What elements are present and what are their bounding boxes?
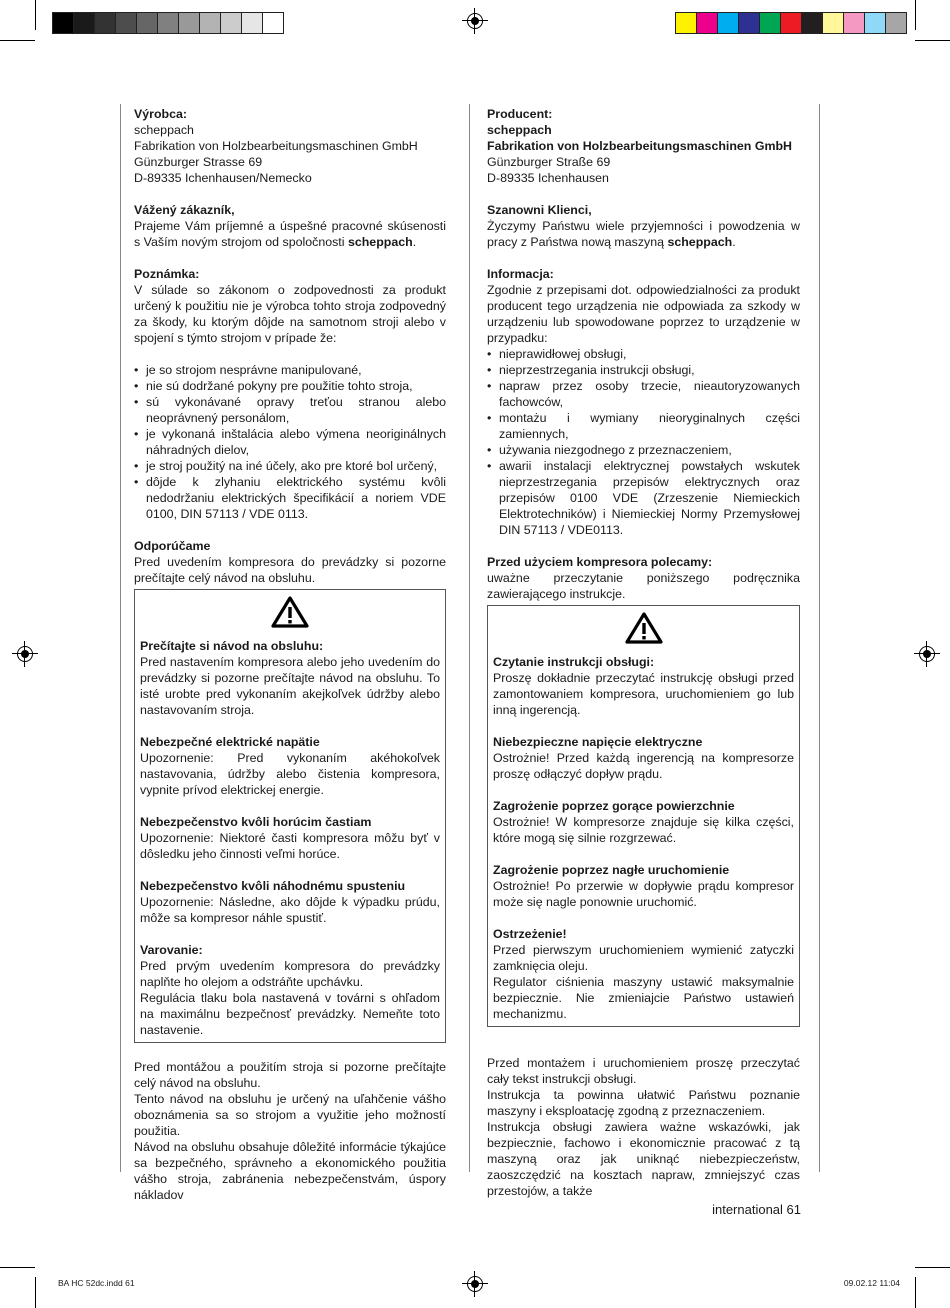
recommend-text: Pred uvedením kompresora do prevádzky si pozorne prečítajte celý návod na obsluhu. <box>134 555 446 585</box>
warning-text: Ostrożnie! W kompresorze znajduje się kilka części, które mogą się silnie rozgrzewać. <box>493 815 794 845</box>
producer-line: D-89335 Ichenhausen/Nemecko <box>134 171 312 185</box>
crop-mark <box>35 0 36 30</box>
customer-heading: Vážený zákazník, <box>134 203 235 217</box>
producer-line: Günzburger Straße 69 <box>487 155 611 169</box>
warning-triangle-icon <box>625 612 663 644</box>
crop-mark <box>915 1277 916 1308</box>
color-swatch <box>885 12 907 34</box>
info-text: Zgodnie z przepisami dot. odpowiedzialności za produkt producent tego urządzenia nie odpowiada za szkody w urządzeniu lub spowodowane poprzez to urządzenie w przypadku: <box>487 283 800 345</box>
list-item: • je stroj použitý na iné účely, ako pre ktoré bol určený, <box>134 458 446 474</box>
recommend-text: uważne przeczytanie poniższego podręcznika zawierającego instrukcje. <box>487 571 800 601</box>
color-swatch <box>220 12 242 34</box>
warning-title: Ostrzeżenie! <box>493 927 567 941</box>
warning-title: Zagrożenie poprzez nagłe uruchomienie <box>493 863 730 877</box>
list-item: • awarii instalacji elektrycznej powstałych wskutek nieprzestrzegania przepisów elektrycznych oraz przepisów 0100 VDE (Zrzeszenie Niemieckich Elektrotechników) i Niemieckiej Normy Przemysłowej DIN 57113 / VDE0113. <box>487 458 800 538</box>
registration-mark-icon <box>467 1276 483 1292</box>
crop-mark <box>0 1267 35 1268</box>
warning-text: Ostrożnie! Przed każdą ingerencją na kompresorze proszę odłączyć dopływ prądu. <box>493 751 794 781</box>
color-swatch <box>157 12 179 34</box>
warning-text: Regulator ciśnienia maszyny ustawić maksymalnie bezpiecznie. Nie zmieniajcie Państwo ustawień mechanizmu. <box>493 975 794 1021</box>
intro-paragraph: Návod na obsluhu obsahuje dôležité informácie týkajúce sa bezpečného, správneho a ekonomického použitia vášho stroja, zabránenia nebezpečenstvám, úspory nákladov <box>134 1140 446 1202</box>
list-item: • nieprzestrzegania instrukcji obsługi, <box>487 362 800 378</box>
producer-line: Fabrikation von Holzbearbeitungsmaschinen GmbH <box>487 139 792 153</box>
color-swatch <box>73 12 95 34</box>
color-swatch <box>696 12 718 34</box>
warning-title: Nebezpečenstvo kvôli horúcim častiam <box>140 815 372 829</box>
producer-line: Fabrikation von Holzbearbeitungsmaschinen GmbH <box>134 139 418 153</box>
grayscale-color-bar <box>52 12 283 34</box>
list-item: • sú vykonávané opravy treťou stranou alebo neoprávnený personálom, <box>134 394 446 426</box>
info-heading: Informacja: <box>487 267 554 281</box>
color-swatch <box>241 12 263 34</box>
color-swatch <box>843 12 865 34</box>
list-item: • napraw przez osoby trzecie, nieautoryzowanych fachowców, <box>487 378 800 410</box>
polish-column <box>487 106 800 1199</box>
customer-text: Życzymy Państwu wiele przyjemności i powodzenia w pracy z Państwa nową maszyną scheppach. <box>487 219 800 249</box>
brand-name: scheppach <box>667 235 733 249</box>
liability-list <box>487 346 800 538</box>
crop-mark <box>915 40 950 41</box>
warning-title: Zagrożenie poprzez gorące powierzchnie <box>493 799 735 813</box>
intro-paragraph: Instrukcja obsługi zawiera ważne wskazówki, jak bezpiecznie, fachowo i ekonomicznie pracować z tą maszyną oraz jak uniknąć niebezpieczeństw, zaoszczędzić na kosztach napraw, zmniejszyć czas przestojów, a także <box>487 1120 800 1198</box>
registration-mark-icon <box>17 646 33 662</box>
registration-mark-icon <box>919 646 935 662</box>
color-swatch <box>52 12 74 34</box>
color-swatch <box>94 12 116 34</box>
color-swatch <box>864 12 886 34</box>
color-swatch <box>717 12 739 34</box>
crop-mark <box>915 1267 950 1268</box>
list-item: • nie sú dodržané pokyny pre použitie tohto stroja, <box>134 378 446 394</box>
intro-paragraph: Tento návod na obsluhu je určený na uľahčenie vášho oboznámenia sa so strojom a využitie jeho možností použitia. <box>134 1092 446 1138</box>
warning-title: Varovanie: <box>140 943 203 957</box>
list-item: • montażu i wymiany nieoryginalnych części zamiennych, <box>487 410 800 442</box>
list-item: • dôjde k zlyhaniu elektrického systému kvôli nedodržaniu elektrických špecifikácií a noriem VDE 0100, DIN 57113 / VDE 0113. <box>134 474 446 522</box>
producer-line: D-89335 Ichenhausen <box>487 171 609 185</box>
file-slug: BA HC 52dc.indd 61 <box>58 1278 135 1288</box>
registration-mark-icon <box>467 13 483 29</box>
warning-title: Nebezpečenstvo kvôli náhodnému spusteniu <box>140 879 406 893</box>
recommend-heading: Przed użyciem kompresora polecamy: <box>487 555 713 569</box>
date-slug: 09.02.12 11:04 <box>843 1278 900 1288</box>
page-number: international 61 <box>712 1202 801 1217</box>
producer-heading: Výrobca: <box>134 107 188 121</box>
producer-heading: Producent: <box>487 107 553 121</box>
list-item: • nieprawidłowej obsługi, <box>487 346 800 362</box>
producer-line: scheppach <box>134 123 194 137</box>
warning-title: Nebezpečné elektrické napätie <box>140 735 320 749</box>
warning-text: Ostrożnie! Po przerwie w dopływie prądu kompresor może się nagle ponownie uruchomić. <box>493 879 794 909</box>
warning-title: Czytanie instrukcji obsługi: <box>493 655 655 669</box>
warning-text: Upozornenie: Pred vykonaním akéhokoľvek nastavovania, údržby alebo čistenia kompresora, vypnite prívod elektrickej energie. <box>140 751 440 797</box>
customer-text: Prajeme Vám príjemné a úspešné pracovné skúsenosti s Vaším novým strojom od spoločnosti scheppach. <box>134 219 446 249</box>
color-swatch <box>178 12 200 34</box>
warning-text: Upozornenie: Niektoré časti kompresora môžu byť v dôsledku jeho činnosti veľmi horúce. <box>140 831 440 861</box>
producer-line: scheppach <box>487 123 552 137</box>
color-swatch <box>759 12 781 34</box>
warning-text: Proszę dokładnie przeczytać instrukcję obsługi przed zamontowaniem kompresora, uruchomieniem go lub inną ingerencją. <box>493 671 794 717</box>
color-swatch <box>822 12 844 34</box>
list-item: • używania niezgodnego z przeznaczeniem, <box>487 442 800 458</box>
color-swatch <box>801 12 823 34</box>
color-swatch <box>262 12 284 34</box>
crop-mark <box>35 1277 36 1308</box>
safety-warning-box <box>134 589 446 1043</box>
slovak-column <box>134 106 446 1203</box>
color-swatch <box>738 12 760 34</box>
crop-mark <box>0 40 35 41</box>
list-item: • je so strojom nesprávne manipulované, <box>134 362 446 378</box>
note-text: V súlade so zákonom o zodpovednosti za produkt určený k použitiu nie je výrobca tohto stroja zodpovedný za škody, ku ktorým dôjde na samotnom stroji alebo v spojení s týmto strojom v prípade že: <box>134 283 446 345</box>
warning-text: Pred prvým uvedením kompresora do prevádzky naplňte ho olejom a odstráňte upchávku. <box>140 959 440 989</box>
list-item: • je vykonaná inštalácia alebo výmena neoriginálnych náhradných dielov, <box>134 426 446 458</box>
column-divider <box>469 104 470 1172</box>
warning-text: Upozornenie: Následne, ako dôjde k výpadku prúdu, môže sa kompresor náhle spustiť. <box>140 895 440 925</box>
warning-text: Regulácia tlaku bola nastavená v továrni s ohľadom na maximálnu bezpečnosť prevádzky. Nemeňte toto nastavenie. <box>140 991 440 1037</box>
recommend-heading: Odporúčame <box>134 539 211 553</box>
brand-name: scheppach <box>347 235 413 249</box>
color-swatch <box>675 12 697 34</box>
intro-paragraph: Instrukcja ta powinna ułatwić Państwu poznanie maszyny i eksploatację zgodną z przeznaczeniem. <box>487 1088 800 1118</box>
left-margin-rule <box>120 104 121 1172</box>
intro-paragraph: Pred montážou a použitím stroja si pozorne prečítajte celý návod na obsluhu. <box>134 1060 446 1090</box>
warning-title: Prečítajte si návod na obsluhu: <box>140 639 324 653</box>
warning-text: Przed pierwszym uruchomieniem wymienić zatyczki zamknięcia oleju. <box>493 943 794 973</box>
producer-line: Günzburger Strasse 69 <box>134 155 263 169</box>
customer-heading: Szanowni Klienci, <box>487 203 592 217</box>
color-swatch <box>780 12 802 34</box>
crop-mark <box>915 0 916 30</box>
color-swatch <box>136 12 158 34</box>
warning-text: Pred nastavením kompresora alebo jeho uvedením do prevádzky si pozorne prečítajte návod na obsluhu. To isté urobte pred vykonaním akejkoľvek údržby alebo nastavovaním stroja. <box>140 655 440 717</box>
note-heading: Poznámka: <box>134 267 200 281</box>
intro-paragraph: Przed montażem i uruchomieniem proszę przeczytać cały tekst instrukcji obsługi. <box>487 1056 800 1086</box>
color-swatch <box>199 12 221 34</box>
right-margin-rule <box>819 104 820 1172</box>
safety-warning-box <box>487 605 800 1027</box>
warning-title: Niebezpieczne napięcie elektryczne <box>493 735 703 749</box>
cmyk-color-bar <box>675 12 906 34</box>
warning-triangle-icon <box>271 596 309 628</box>
liability-list <box>134 362 446 522</box>
color-swatch <box>115 12 137 34</box>
